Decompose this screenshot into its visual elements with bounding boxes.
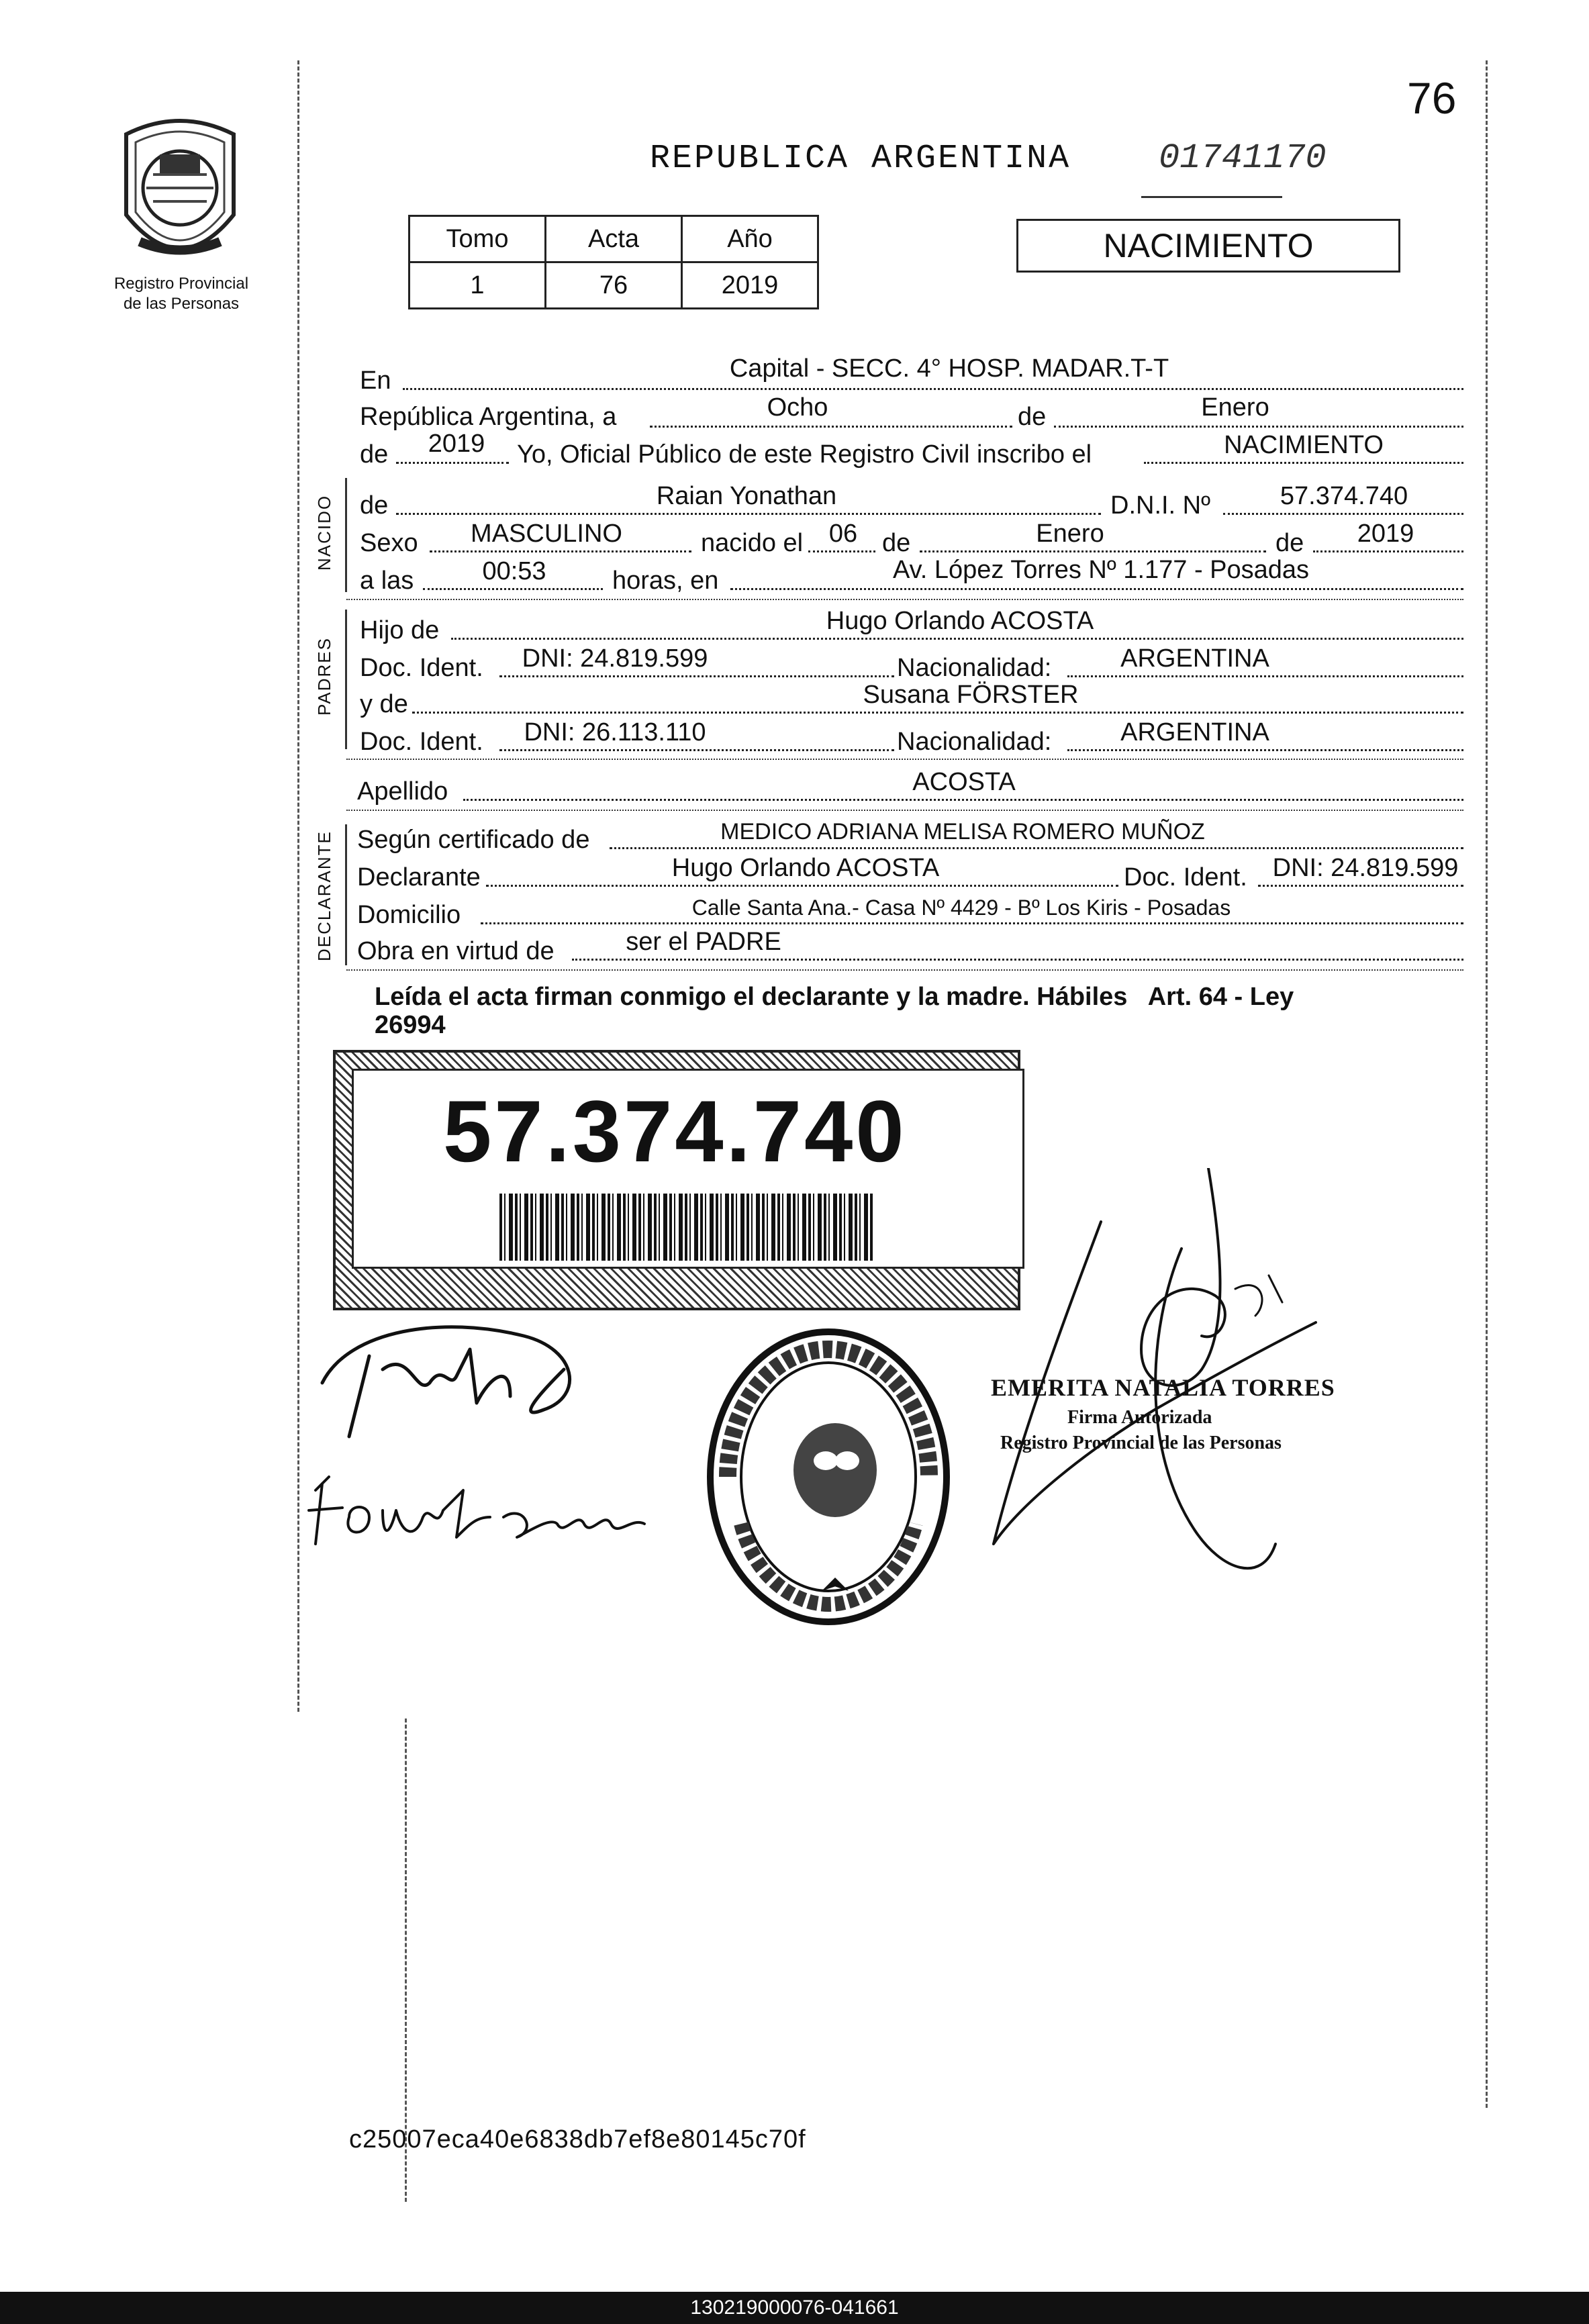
document-hash: c25007eca40e6838db7ef8e80145c70f <box>349 2125 806 2153</box>
official-block <box>991 1373 1367 1454</box>
mother-doc: DNI: 26.113.110 <box>524 718 706 746</box>
serial-number: 01741170 <box>1159 138 1327 178</box>
birth-de-label: de <box>882 529 911 557</box>
record-table-header-acta: Acta <box>546 216 682 262</box>
act-year: 2019 <box>428 430 485 458</box>
nacido-el-label: nacido el <box>701 529 804 557</box>
mother-nationality: ARGENTINA <box>1120 718 1269 746</box>
act-day: Ocho <box>767 393 828 422</box>
apellido-label: Apellido <box>357 777 448 806</box>
decl-address: Calle Santa Ana.- Casa Nº 4429 - Bº Los Kiris - Posadas <box>691 895 1231 920</box>
record-table-ano: 2019 <box>682 262 818 309</box>
birth-place: Av. López Torres Nº 1.177 - Posadas <box>892 556 1310 584</box>
father-nationality: ARGENTINA <box>1120 644 1269 673</box>
provincial-seal <box>113 114 247 275</box>
alas-label: a las <box>360 567 414 595</box>
father-doc-label: Doc. Ident. <box>360 654 483 682</box>
decl-name: Hugo Orlando ACOSTA <box>671 854 940 882</box>
oficial-text: Yo, Oficial Público de este Registro Civil inscribo el <box>517 440 1092 469</box>
republica-label: República Argentina, a <box>360 403 617 431</box>
official-office: Registro Provincial de las Personas <box>1000 1433 1282 1453</box>
serial-underline <box>1141 196 1282 198</box>
birth-de-label2: de <box>1275 529 1304 557</box>
birth-day: 06 <box>828 520 858 548</box>
dots <box>1067 749 1463 751</box>
hijo-label: Hijo de <box>360 616 440 644</box>
father-doc: DNI: 24.819.599 <box>522 644 708 673</box>
declarante-section-label: DECLARANTE <box>314 830 334 961</box>
nacido-dni: 57.374.740 <box>1280 482 1408 510</box>
closing-note-line2: 26994 <box>375 1011 446 1039</box>
sexo-label: Sexo <box>360 529 418 557</box>
dots <box>499 675 894 677</box>
nacido-de-label: de <box>360 491 389 520</box>
page-number: 76 <box>1407 73 1457 123</box>
dots <box>423 588 603 590</box>
dots <box>463 799 1463 801</box>
footer-code: 130219000076-041661 <box>690 2296 899 2319</box>
barcode <box>499 1194 873 1261</box>
act-inscription: NACIMIENTO <box>1224 431 1384 459</box>
mother-name: Susana FÖRSTER <box>863 681 1079 709</box>
dom-label: Domicilio <box>357 901 461 929</box>
record-type-box <box>1016 219 1400 273</box>
dots <box>650 426 1012 428</box>
yde-label: y de <box>360 690 408 718</box>
registry-name-line2: de las Personas <box>123 295 240 313</box>
declarante-bracket <box>345 824 347 965</box>
nacido-name: Raian Yonathan <box>656 482 837 510</box>
official-title: Firma Autorizada <box>1067 1407 1212 1428</box>
dots <box>486 885 1118 887</box>
dots <box>1144 462 1463 464</box>
left-guide-line <box>297 60 299 1712</box>
record-table-tomo: 1 <box>410 262 546 309</box>
decl-doc-label: Doc. Ident. <box>1124 863 1247 891</box>
decl-doc: DNI: 24.819.599 <box>1272 854 1459 882</box>
mother-nac-label: Nacionalidad: <box>897 728 1052 756</box>
dots <box>499 749 894 751</box>
cert-value: MEDICO ADRIANA MELISA ROMERO MUÑOZ <box>720 819 1205 844</box>
record-table-header-tomo: Tomo <box>410 216 546 262</box>
dots <box>730 588 1463 590</box>
dots <box>610 847 1463 849</box>
mother-signature <box>302 1463 651 1551</box>
padres-bracket <box>345 610 347 749</box>
padres-section-label: PADRES <box>314 637 334 716</box>
act-de-label: de <box>1018 403 1047 431</box>
delegacion-stamp <box>701 1322 956 1631</box>
dots <box>1054 426 1463 428</box>
record-type: NACIMIENTO <box>1103 227 1314 264</box>
dots <box>430 550 691 552</box>
id-number: 57.374.740 <box>443 1082 907 1180</box>
dots <box>920 550 1266 552</box>
mother-doc-label: Doc. Ident. <box>360 728 483 756</box>
dots <box>1258 885 1463 887</box>
dots <box>1223 513 1463 515</box>
dots <box>1067 675 1463 677</box>
dots <box>403 388 1463 390</box>
birth-time: 00:53 <box>482 557 546 585</box>
declarant-signature <box>309 1309 591 1450</box>
dots <box>572 959 1463 961</box>
closing-note <box>375 983 1435 1039</box>
decl-label: Declarante <box>357 863 481 891</box>
record-table-header-ano: Año <box>682 216 818 262</box>
nacido-sexo: MASCULINO <box>471 520 622 548</box>
obra-label: Obra en virtud de <box>357 937 555 965</box>
dots <box>481 922 1463 924</box>
record-table-acta: 76 <box>546 262 682 309</box>
act-month: Enero <box>1201 393 1269 422</box>
country-title: REPUBLICA ARGENTINA <box>650 140 1071 178</box>
registry-name-line1: Registro Provincial <box>113 275 249 293</box>
hline <box>346 810 1463 811</box>
hline <box>346 969 1463 971</box>
dots <box>1313 550 1463 552</box>
closing-note-line1: Leída el acta firman conmigo el declarante y la madre. Hábiles Art. 64 - Ley <box>375 983 1294 1011</box>
record-table <box>408 215 819 309</box>
dots <box>451 638 1463 640</box>
dots <box>412 712 1463 714</box>
dni-label: D.N.I. Nº <box>1110 491 1210 520</box>
horas-label: horas, en <box>612 567 719 595</box>
birth-year: 2019 <box>1357 520 1414 548</box>
birth-month: Enero <box>1036 520 1104 548</box>
hline <box>346 759 1463 760</box>
father-name: Hugo Orlando ACOSTA <box>826 607 1094 635</box>
apellido-value: ACOSTA <box>912 768 1016 796</box>
nacido-bracket <box>345 478 347 592</box>
official-name: EMERITA NATALIA TORRES <box>991 1374 1335 1401</box>
registry-name <box>81 274 282 314</box>
footer-bar <box>0 2292 1589 2324</box>
hline <box>346 599 1463 600</box>
father-nac-label: Nacionalidad: <box>897 654 1052 682</box>
act-place: Capital - SECC. 4° HOSP. MADAR.T-T <box>729 354 1169 383</box>
dots <box>808 550 875 552</box>
dots <box>396 513 1101 515</box>
right-guide-line <box>1486 60 1488 2108</box>
obra-value: ser el PADRE <box>626 928 781 956</box>
cert-label: Según certificado de <box>357 826 590 854</box>
dots <box>396 462 509 464</box>
year-prefix-label: de <box>360 440 389 469</box>
nacido-section-label: NACIDO <box>314 494 334 571</box>
en-label: En <box>360 367 391 395</box>
